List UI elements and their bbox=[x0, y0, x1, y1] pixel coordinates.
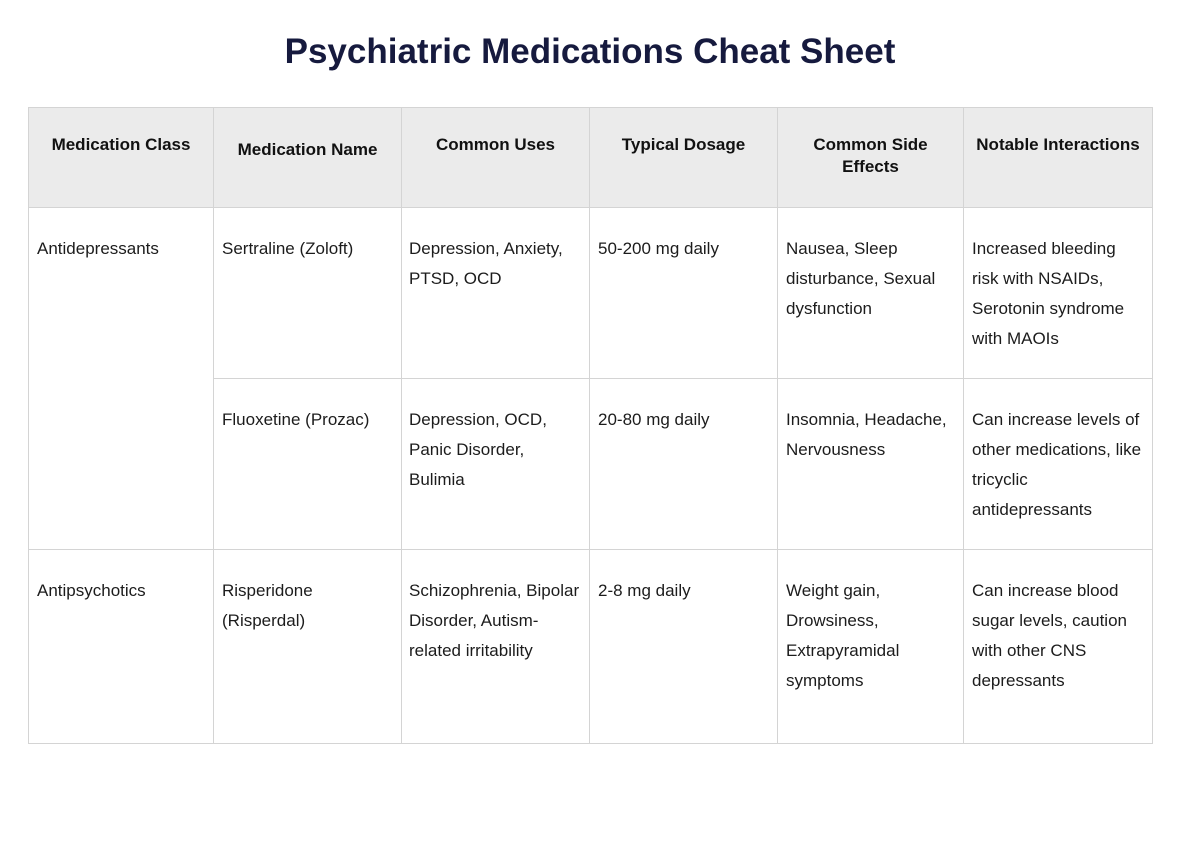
cell-notable-interactions: Can increase levels of other medications, like tricyclic antidepressants bbox=[964, 379, 1153, 550]
table-header-row bbox=[29, 108, 1153, 208]
cell-medication-name: Risperidone (Risperdal) bbox=[214, 550, 402, 744]
cell-common-uses: Depression, Anxiety, PTSD, OCD bbox=[402, 208, 590, 379]
page-title: Psychiatric Medications Cheat Sheet bbox=[284, 32, 896, 71]
header-cell-medication-name: Medication Name bbox=[214, 108, 402, 208]
cell-medication-name: Fluoxetine (Prozac) bbox=[214, 379, 402, 550]
cell-common-side-effects: Nausea, Sleep disturbance, Sexual dysfunction bbox=[778, 208, 964, 379]
cell-typical-dosage: 20-80 mg daily bbox=[590, 379, 778, 550]
table-row-sertraline bbox=[29, 208, 1153, 379]
cell-notable-interactions: Increased bleeding risk with NSAIDs, Serotonin syndrome with MAOIs bbox=[964, 208, 1153, 379]
cell-typical-dosage: 2-8 mg daily bbox=[590, 550, 778, 744]
document-page bbox=[0, 30, 1200, 851]
header-cell-medication-class: Medication Class bbox=[29, 108, 214, 208]
cell-common-uses: Schizophrenia, Bipolar Disorder, Autism-related irritability bbox=[402, 550, 590, 744]
cell-medication-name: Sertraline (Zoloft) bbox=[214, 208, 402, 379]
header-cell-common-side-effects: Common Side Effects bbox=[778, 108, 964, 208]
cell-common-side-effects: Weight gain, Drowsiness, Extrapyramidal symptoms bbox=[778, 550, 964, 744]
cell-notable-interactions: Can increase blood sugar levels, caution with other CNS depressants bbox=[964, 550, 1153, 744]
cell-medication-class-antidepressants: Antidepressants bbox=[29, 208, 214, 550]
cell-typical-dosage: 50-200 mg daily bbox=[590, 208, 778, 379]
cell-medication-class-antipsychotics: Antipsychotics bbox=[29, 550, 214, 744]
cell-common-side-effects: Insomnia, Headache, Nervousness bbox=[778, 379, 964, 550]
table-row-risperidone bbox=[29, 550, 1153, 744]
cell-common-uses: Depression, OCD, Panic Disorder, Bulimia bbox=[402, 379, 590, 550]
header-cell-common-uses: Common Uses bbox=[402, 108, 590, 208]
header-cell-notable-interactions: Notable Interactions bbox=[964, 108, 1153, 208]
header-cell-typical-dosage: Typical Dosage bbox=[590, 108, 778, 208]
medications-table bbox=[28, 107, 1153, 744]
